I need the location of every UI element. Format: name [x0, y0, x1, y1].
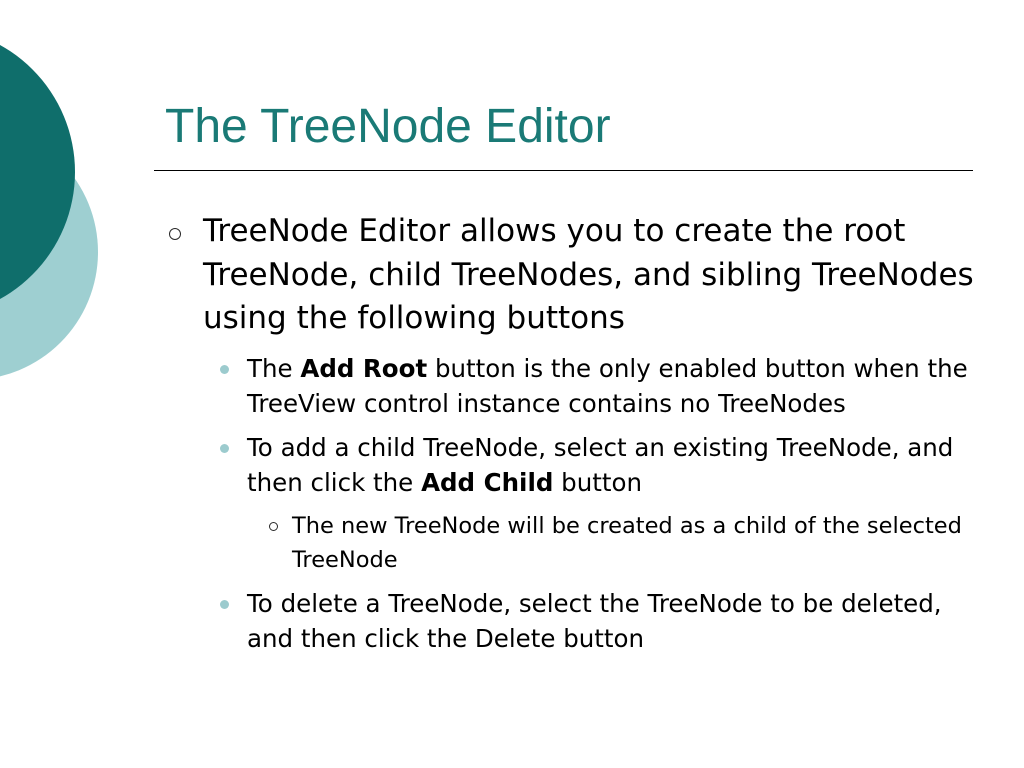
teal-dot-bullet-icon [220, 600, 229, 609]
bullet-point [160, 210, 980, 341]
sub-bullet-text [247, 589, 942, 654]
sub-bullet-text [247, 433, 953, 498]
teal-dot-bullet-icon [220, 444, 229, 453]
sub-bullet-text [247, 354, 968, 419]
sub-bullet-point [247, 351, 980, 422]
sub-bullet-point [247, 586, 980, 657]
decoration [0, 0, 120, 420]
hollow-circle-bullet-icon [169, 228, 181, 240]
sub-bullet-text-post: button [553, 468, 642, 497]
sub-bullet-text-post: button is the only enabled button when the TreeView control instance contains no TreeNodes [247, 353, 968, 418]
bullet-point-text: TreeNode Editor allows you to create the root TreeNode, child TreeNodes, and sibling TreeNodes using the following buttons [203, 213, 974, 336]
slide-body [160, 210, 980, 665]
hollow-circle-bullet-icon [269, 522, 278, 531]
sub-bullet-text-pre: The [247, 353, 301, 383]
add-child-label: Add Child [421, 468, 554, 497]
sub-sub-bullet-text: The new TreeNode will be created as a child of the selected TreeNode [292, 512, 962, 573]
sub-bullet-point [247, 430, 980, 501]
teal-dot-bullet-icon [220, 365, 229, 374]
title-divider [154, 170, 973, 171]
add-root-label: Add Root [300, 353, 428, 383]
slide-title: The TreeNode Editor [165, 100, 611, 153]
sub-sub-bullet-point [292, 509, 980, 578]
sub-bullet-text-pre: To delete a TreeNode, select the TreeNode to be deleted, and then click the Delete button [247, 588, 942, 653]
sub-bullet-text-pre: To add a child TreeNode, select an existing TreeNode, and then click the [247, 432, 954, 497]
